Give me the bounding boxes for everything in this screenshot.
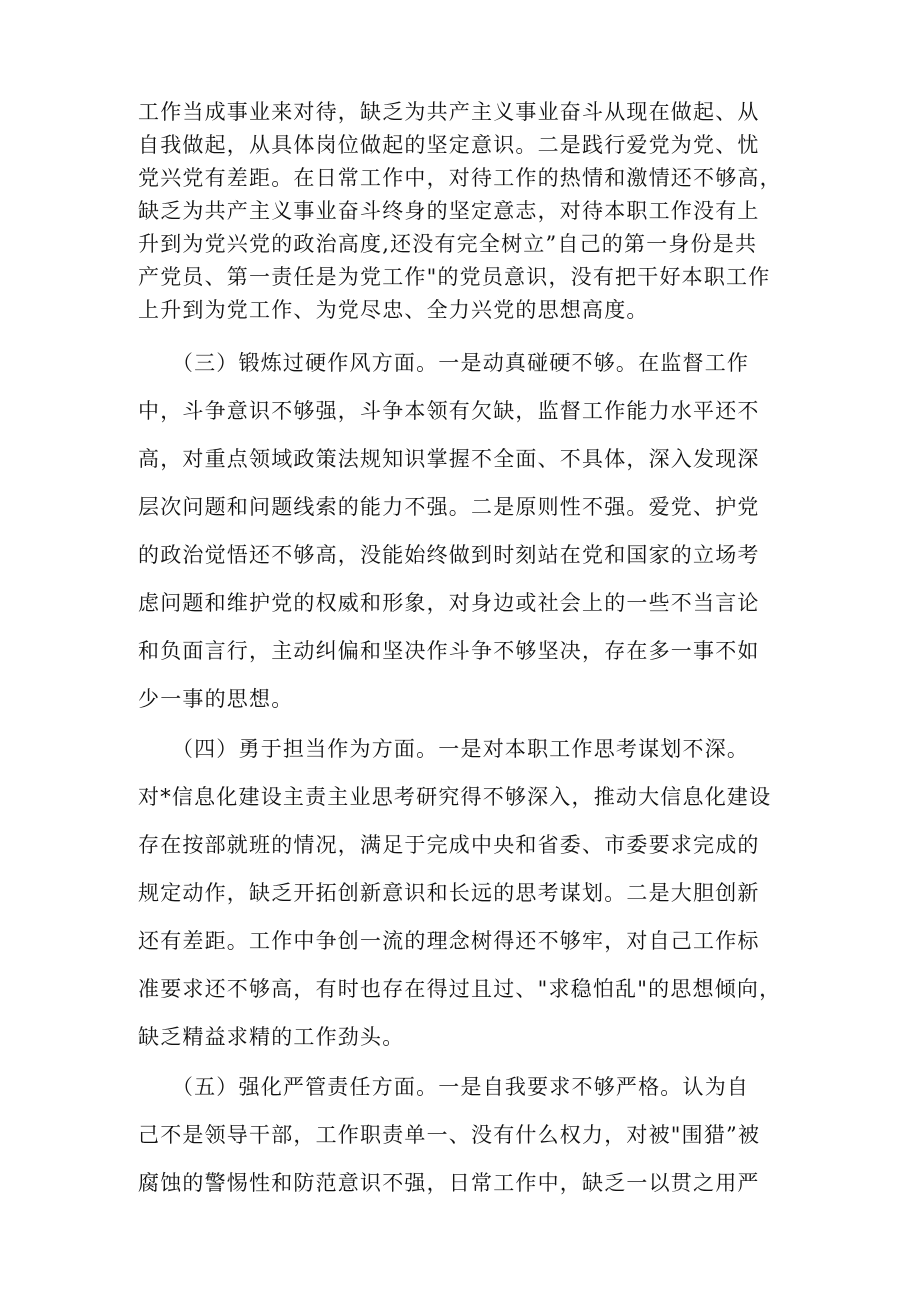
paragraph-section-three xyxy=(138,339,790,723)
text-line: 自我做起，从具体岗位做起的坚定意识。二是践行爱党为党、忧 xyxy=(138,133,760,157)
text-line: 准要求还不够高，有时也存在得过且过、"求稳怕乱"的思想倾向， xyxy=(138,977,782,1001)
text-line: 工作当成事业来对待，缺乏为共产主义事业奋斗从现在做起、从 xyxy=(138,100,760,124)
text-line: 对*信息化建设主责主业思考研究得不够深入，推动大信息化建设 xyxy=(138,785,772,809)
paragraph-section-four xyxy=(138,725,790,1061)
text-line: 产党员、第一责任是为党工作"的党员意识，没有把干好本职工作 xyxy=(138,265,771,289)
text-line: 规定动作，缺乏开拓创新意识和长远的思考谋划。二是大胆创新 xyxy=(138,881,760,905)
text-line: 党兴党有差距。在日常工作中，对待工作的热情和激情还不够高， xyxy=(138,166,782,190)
text-line: 和负面言行，主动纠偏和坚决作斗争不够坚决，存在多一事不如 xyxy=(138,639,760,663)
text-line: 己不是领导干部，工作职责单一、没有什么权力，对被"围猎”被 xyxy=(138,1123,761,1147)
text-line: 少一事的思想。 xyxy=(138,687,294,711)
document-page xyxy=(138,96,790,1207)
text-line: 虑问题和维护党的权威和形象，对身边或社会上的一些不当言论 xyxy=(138,591,760,615)
text-line: 还有差距。工作中争创一流的理念树得还不够牢，对自己工作标 xyxy=(138,929,760,953)
text-line: 中，斗争意识不够强，斗争本领有欠缺，监督工作能力水平还不 xyxy=(138,399,760,423)
paragraph-section-five xyxy=(138,1063,790,1207)
paragraph-continuation xyxy=(138,96,790,327)
text-line: 缺乏为共产主义事业奋斗终身的坚定意志，对待本职工作没有上 xyxy=(138,199,760,223)
text-line: 的政治觉悟还不够高，没能始终做到时刻站在党和国家的立场考 xyxy=(138,543,760,567)
text-line: （五）强化严管责任方面。一是自我要求不够严格。认为自 xyxy=(138,1075,750,1099)
text-line: 高，对重点领域政策法规知识掌握不全面、不具体，深入发现深 xyxy=(138,447,760,471)
text-line: 缺乏精益求精的工作劲头。 xyxy=(138,1025,405,1049)
text-line: 升到为党兴党的政治高度,还没有完全树立”自己的第一身份是共 xyxy=(138,232,758,256)
text-line: （三）锻炼过硬作风方面。一是动真碰硬不够。在监督工作 xyxy=(138,351,750,375)
text-line: （四）勇于担当作为方面。一是对本职工作思考谋划不深。 xyxy=(138,737,750,761)
text-line: 上升到为党工作、为党尽忠、全力兴党的思想高度。 xyxy=(138,298,649,322)
text-line: 存在按部就班的情况，满足于完成中央和省委、市委要求完成的 xyxy=(138,833,760,857)
text-line: 腐蚀的警惕性和防范意识不强，日常工作中，缺乏一以贯之用严 xyxy=(138,1171,760,1195)
text-line: 层次问题和问题线索的能力不强。二是原则性不强。爱党、护党 xyxy=(138,495,760,519)
paragraph-gap xyxy=(138,327,790,339)
